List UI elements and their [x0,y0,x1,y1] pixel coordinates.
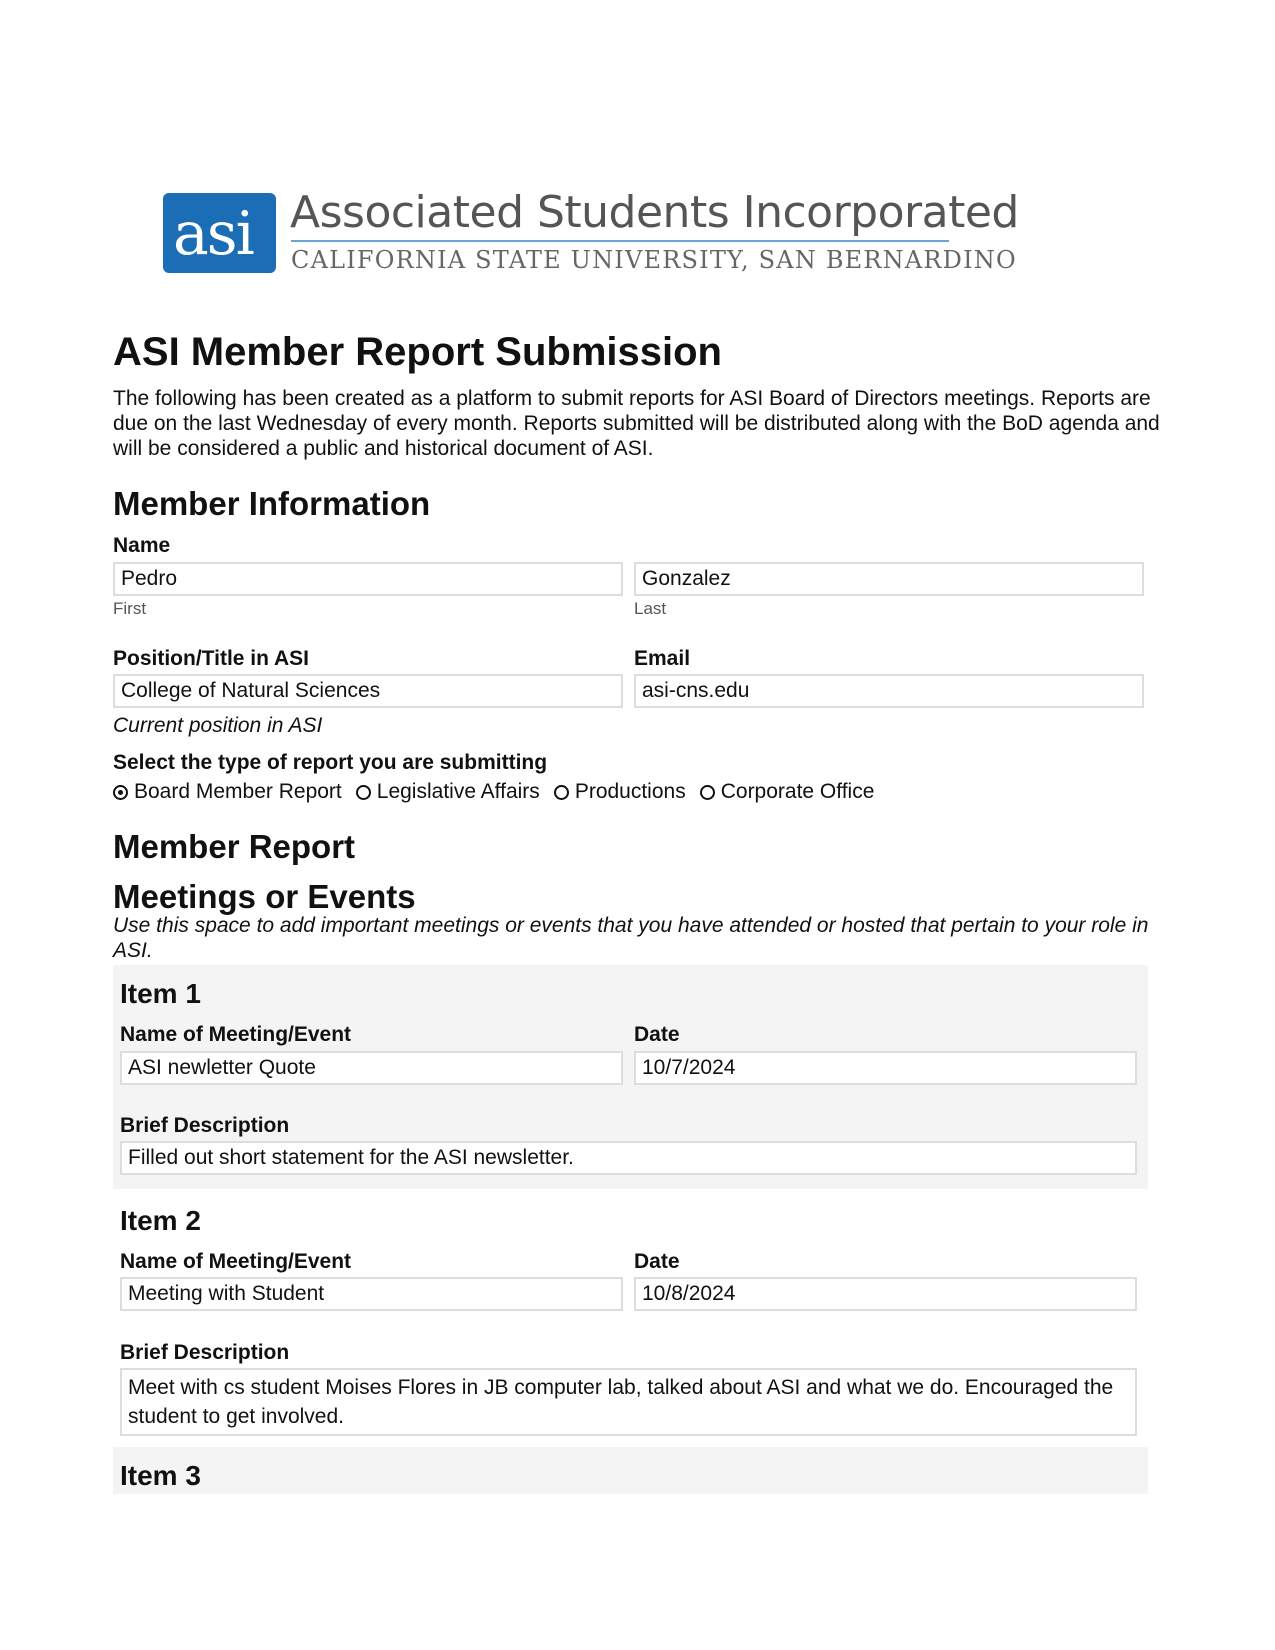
report-type-radio-group [113,780,874,804]
radio-selected-icon [113,785,128,800]
radio-unselected-icon [356,785,371,800]
radio-unselected-icon [554,785,569,800]
asi-logo [163,187,1019,283]
radio-legislative-affairs[interactable] [356,780,540,804]
item-3-title: Item 3 [120,1460,201,1491]
item-2-name-label: Name of Meeting/Event [120,1250,352,1273]
position-hint: Current position in ASI [113,714,323,737]
report-type-label: Select the type of report you are submitting [113,751,548,774]
meetings-events-heading: Meetings or Events [113,878,416,915]
logo-title: Associated Students Incorporated [290,187,1019,238]
intro-text: The following has been created as a platform to submit reports for ASI Board of Directors meetings. Reports are due on the last Wednesday of every month. Reports submitted will be distributed along with the BoD agenda and will be considered a public and historical document of ASI. [113,387,1160,460]
asi-logo-mark [163,193,276,273]
item-2-desc-label: Brief Description [120,1341,290,1364]
item-1-desc-label: Brief Description [120,1114,290,1137]
radio-label: Legislative Affairs [376,780,540,803]
item-2-date-field[interactable]: 10/8/2024 [634,1277,1137,1311]
last-name-field[interactable]: Gonzalez [634,562,1144,596]
position-label: Position/Title in ASI [113,647,310,670]
radio-corporate-office[interactable] [700,780,875,804]
member-info-heading: Member Information [113,485,431,522]
page-title: ASI Member Report Submission [113,330,722,374]
item-1-date-field[interactable]: 10/7/2024 [634,1051,1137,1085]
item-2-desc-field[interactable]: Meet with cs student Moises Flores in JB computer lab, talked about ASI and what we do. Encouraged the student to get involved. [120,1368,1137,1436]
last-name-sublabel: Last [634,599,667,618]
radio-label: Board Member Report [134,780,342,803]
position-field[interactable]: College of Natural Sciences [113,674,623,708]
item-3-panel [113,1447,1148,1494]
logo-subtitle: CALIFORNIA STATE UNIVERSITY, SAN BERNARDINO [291,246,1017,274]
item-2-name-field[interactable]: Meeting with Student [120,1277,623,1311]
item-2-title: Item 2 [120,1205,201,1236]
logo-mark-text: asi [173,199,253,269]
item-1-date-label: Date [634,1023,680,1046]
radio-label: Corporate Office [720,780,875,803]
radio-unselected-icon [700,785,715,800]
name-label: Name [113,534,171,557]
item-1-title: Item 1 [120,978,201,1009]
member-report-heading: Member Report [113,828,356,865]
item-1-name-label: Name of Meeting/Event [120,1023,352,1046]
item-2-date-label: Date [634,1250,680,1273]
email-label: Email [634,647,691,670]
radio-board-member-report[interactable] [113,780,342,804]
item-1-desc-field[interactable]: Filled out short statement for the ASI newsletter. [120,1141,1137,1175]
email-field[interactable]: asi-cns.edu [634,674,1144,708]
meetings-events-hint: Use this space to add important meetings or events that you have attended or hosted that pertain to your role in ASI. [113,914,1149,962]
radio-label: Productions [574,780,686,803]
item-1-name-field[interactable]: ASI newletter Quote [120,1051,623,1085]
logo-divider [291,240,949,242]
first-name-sublabel: First [113,599,147,618]
radio-productions[interactable] [554,780,686,804]
first-name-field[interactable]: Pedro [113,562,623,596]
